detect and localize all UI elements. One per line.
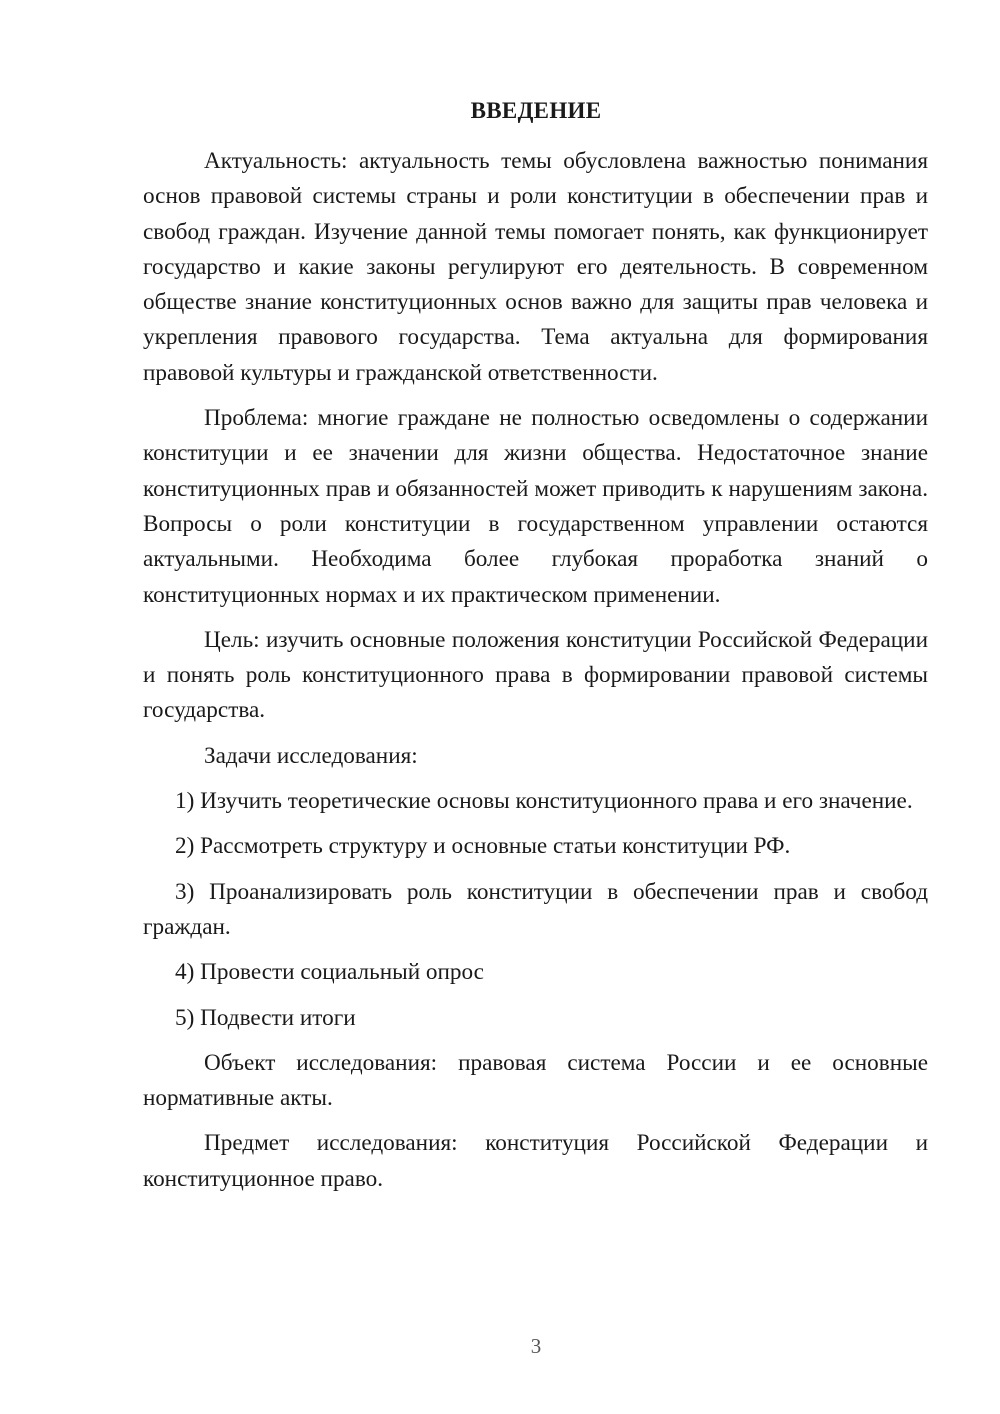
relevance-paragraph: Актуальность: актуальность темы обусловлена важностью понимания основ правовой системы страны и роли конституции в обеспечении прав и свобод граждан. Изучение данной темы помогает понять, как функционирует государство и какие законы регулируют его деятельность. В современном обществе знание конституционных основ важно для защиты прав человека и укрепления правового государства. Тема актуальна для формирования правовой культуры и гражданской ответственности. [143, 148, 928, 386]
tasks-heading: Задачи исследования: [204, 742, 418, 769]
task-item: 1) Изучить теоретические основы конституционного права и его значение. [175, 788, 913, 815]
object-paragraph: Объект исследования: правовая система России и ее основные нормативные акты. [143, 1049, 928, 1112]
subject-paragraph: Предмет исследования: конституция Российской Федерации и конституционное право. [143, 1130, 928, 1192]
document-body [143, 144, 928, 1197]
task-item: 2) Рассмотреть структуру и основные статьи конституции РФ. [175, 833, 791, 860]
page-heading: ВВЕДЕНИЕ [470, 98, 602, 123]
task-item: 4) Провести социальный опрос [175, 959, 484, 986]
problem-paragraph: Проблема: многие граждане не полностью осведомлены о содержании конституции и ее значении для жизни общества. Недостаточное знание конституционных прав и обязанностей может приводить к нарушениям закона. Вопросы о роли конституции в государственном управлении остаются актуальными. Необходима более глубокая проработка знаний о конституционных нормах и их практическом применении. [143, 405, 928, 608]
page-number: 3 [530, 1334, 542, 1358]
task-item: 5) Подвести итоги [175, 1004, 356, 1031]
task-item: 3) Проанализировать роль конституции в обеспечении прав и свобод граждан. [143, 878, 928, 940]
goal-paragraph: Цель: изучить основные положения конституции Российской Федерации и понять роль конституционного права в формировании правовой системы государства. [143, 626, 928, 724]
